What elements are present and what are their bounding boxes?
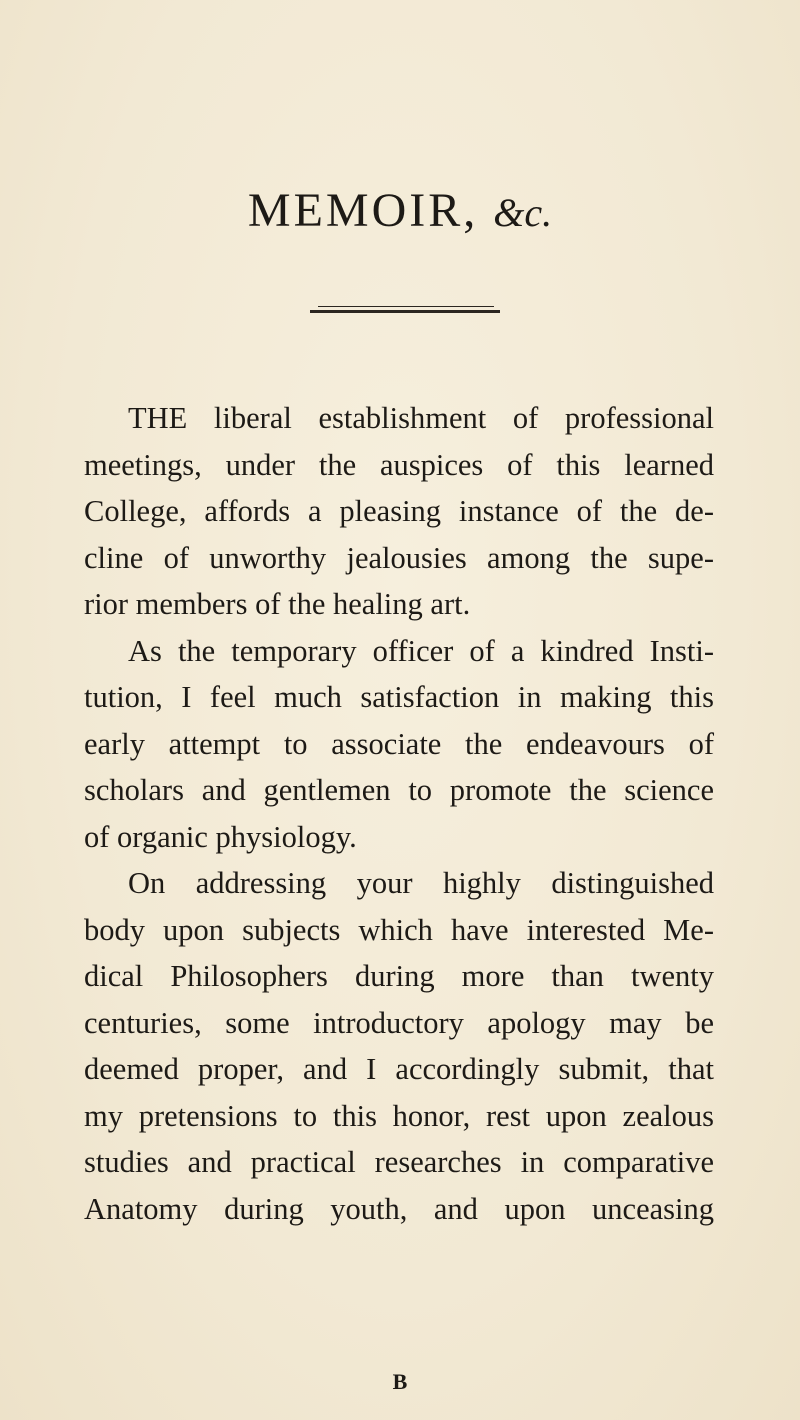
text-line: tution, I feel much satisfaction in making this [84,680,714,714]
text-line: body upon subjects which have interested Me- [84,912,714,947]
text-line: centuries, some introductory apology may be [84,1005,714,1040]
text-line: On addressing your highly distinguished [128,866,714,900]
text-line: dical Philosophers during more than twenty [84,959,714,993]
text-line: of organic physiology. [84,819,357,854]
page-title [0,183,800,238]
text-line: cline of unworthy jealousies among the supe- [84,540,714,575]
text-line: rior members of the healing art. [84,587,471,621]
text-line: THE liberal establishment of professional [128,401,714,435]
text-line: my pretensions to this honor, rest upon zealous [84,1098,714,1133]
text-line: meetings, under the auspices of this learned [84,447,714,482]
text-line: scholars and gentlemen to promote the science [84,773,714,807]
title-suffix: &c. [493,190,553,235]
text-line: early attempt to associate the endeavours of [84,726,714,761]
text-line: As the temporary officer of a kindred Insti- [128,633,714,668]
text-line: College, affords a pleasing instance of the de- [84,494,714,528]
title-rule [310,310,500,313]
signature-mark: B [392,1369,408,1394]
title-rule-thin [318,306,494,307]
text-line: deemed proper, and I accordingly submit, that [84,1052,714,1086]
body-text [84,395,714,1232]
text-line: studies and practical researches in comparative [84,1145,714,1179]
text-line: Anatomy during youth, and upon unceasing [84,1191,714,1226]
title-text: MEMOIR, [247,184,479,237]
